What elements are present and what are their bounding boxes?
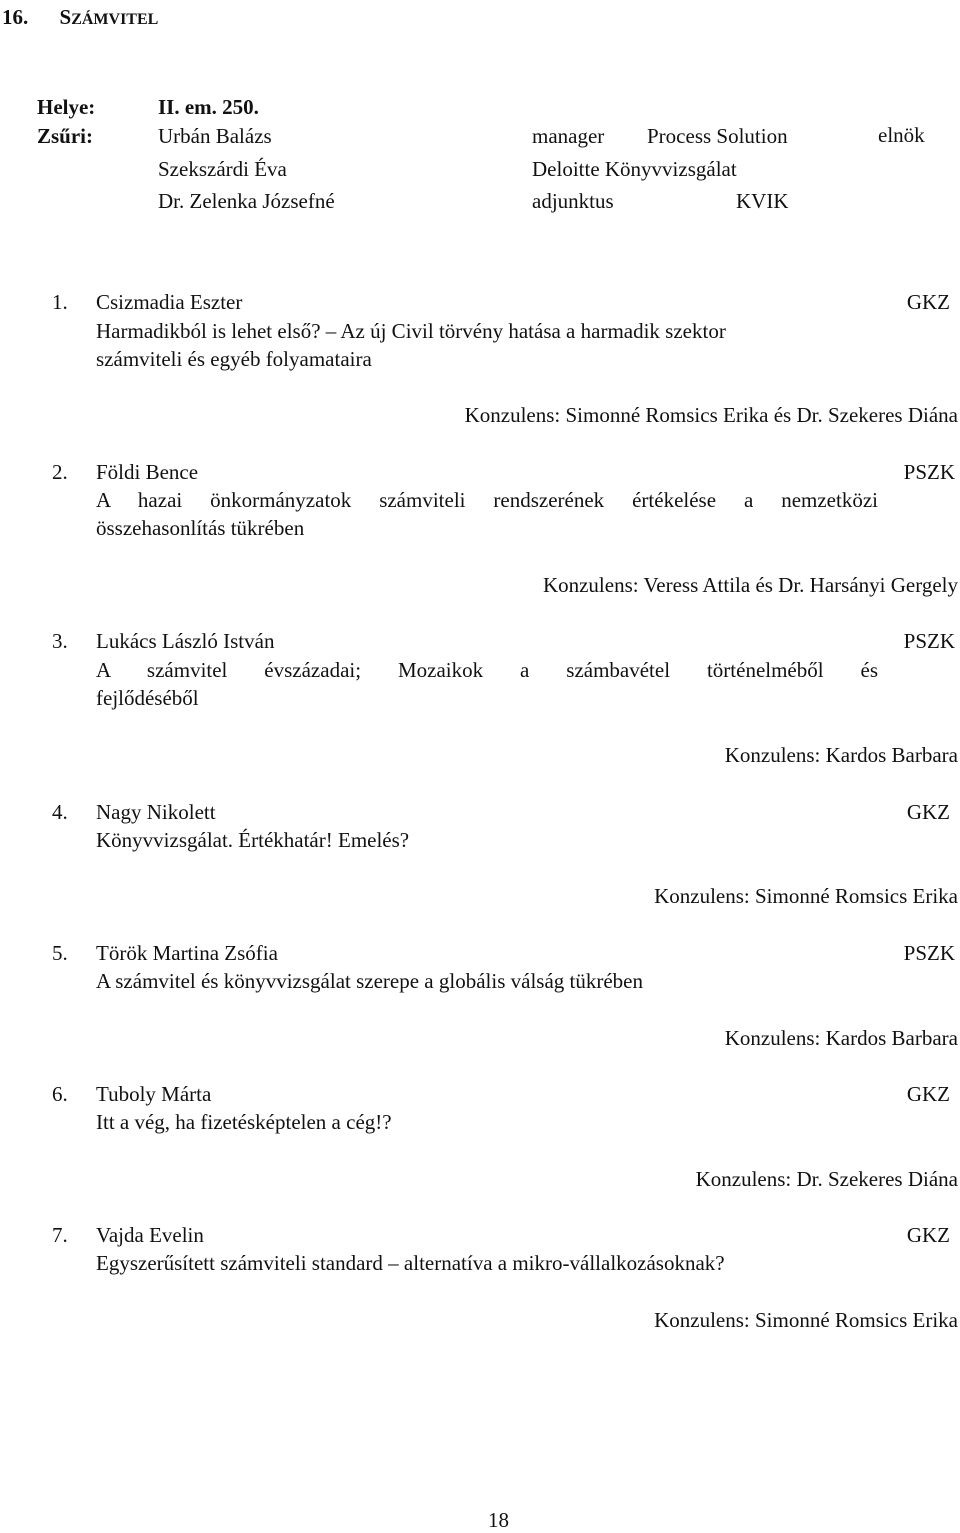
jury-member-role: manager	[532, 124, 605, 148]
jury-member-org: Process Solution	[647, 124, 788, 148]
section-title-rest: ZÁMVITEL	[71, 11, 159, 28]
place-label: Helye:	[37, 95, 96, 119]
section-heading	[2, 4, 158, 33]
entry-number: 6.	[52, 1082, 68, 1106]
place-value: II. em. 250.	[158, 95, 259, 119]
jury-member-position: elnök	[878, 123, 925, 147]
entry-name: Vajda Evelin	[96, 1223, 204, 1247]
jury-member-name: Dr. Zelenka Józsefné	[158, 189, 335, 213]
entry-consultant: Konzulens: Kardos Barbara	[724, 743, 958, 767]
jury-member-role: Deloitte Könyvvizsgálat	[532, 157, 737, 181]
entry-number: 7.	[52, 1223, 68, 1247]
entry-title-line: A számvitel és könyvvizsgálat szerepe a globális válság tükrében	[96, 969, 643, 993]
entry-name: Földi Bence	[96, 460, 199, 484]
entry-number: 3.	[52, 629, 68, 653]
entry-department: GKZ	[906, 1223, 950, 1247]
jury-member-name: Urbán Balázs	[158, 124, 272, 148]
entry-number: 4.	[52, 800, 68, 824]
entry-department: PSZK	[903, 629, 955, 653]
entry-title-line: számviteli és egyéb folyamataira	[96, 347, 372, 371]
entry-name: Tuboly Márta	[96, 1082, 212, 1106]
entry-department: PSZK	[903, 941, 955, 965]
entry-title-line: A hazai önkormányzatok számviteli rendszerének értékelése a nemzetközi	[96, 488, 878, 512]
entry-number: 5.	[52, 941, 68, 965]
section-title-initial: S	[59, 5, 72, 29]
jury-member-name: Szekszárdi Éva	[158, 157, 287, 181]
entry-number: 1.	[52, 290, 68, 314]
entry-name: Török Martina Zsófia	[96, 941, 278, 965]
entry-number: 2.	[52, 460, 68, 484]
entry-title-line: Könyvvizsgálat. Értékhatár! Emelés?	[96, 828, 410, 852]
page-number: 18	[488, 1508, 509, 1532]
entry-title-line: A számvitel évszázadai; Mozaikok a számbavétel történelméből és	[96, 658, 878, 682]
entry-consultant: Konzulens: Simonné Romsics Erika	[654, 1308, 958, 1332]
entry-consultant: Konzulens: Kardos Barbara	[724, 1026, 958, 1050]
entry-consultant: Konzulens: Simonné Romsics Erika	[654, 884, 958, 908]
entry-consultant: Konzulens: Simonné Romsics Erika és Dr. Szekeres Diána	[464, 403, 958, 427]
entry-department: PSZK	[903, 460, 955, 484]
entry-title-line: Egyszerűsített számviteli standard – alternatíva a mikro-vállalkozásoknak?	[96, 1251, 725, 1275]
entry-title-line: fejlődéséből	[96, 686, 199, 710]
entry-consultant: Konzulens: Veress Attila és Dr. Harsányi Gergely	[542, 573, 958, 597]
section-number: 16.	[2, 5, 29, 29]
jury-label: Zsűri:	[37, 124, 94, 148]
entry-department: GKZ	[906, 800, 950, 824]
entry-title-line: összehasonlítás tükrében	[96, 516, 305, 540]
jury-member-role: adjunktus	[532, 189, 614, 213]
entry-name: Lukács László István	[96, 629, 275, 653]
entry-title-line: Harmadikból is lehet első? – Az új Civil törvény hatása a harmadik szektor	[96, 319, 726, 343]
entry-title-line: Itt a vég, ha fizetésképtelen a cég!?	[96, 1110, 392, 1134]
entry-consultant: Konzulens: Dr. Szekeres Diána	[695, 1167, 958, 1191]
entry-department: GKZ	[906, 290, 950, 314]
entry-name: Csizmadia Eszter	[96, 290, 243, 314]
entry-department: GKZ	[906, 1082, 950, 1106]
entry-name: Nagy Nikolett	[96, 800, 216, 824]
jury-member-org: KVIK	[736, 189, 789, 213]
